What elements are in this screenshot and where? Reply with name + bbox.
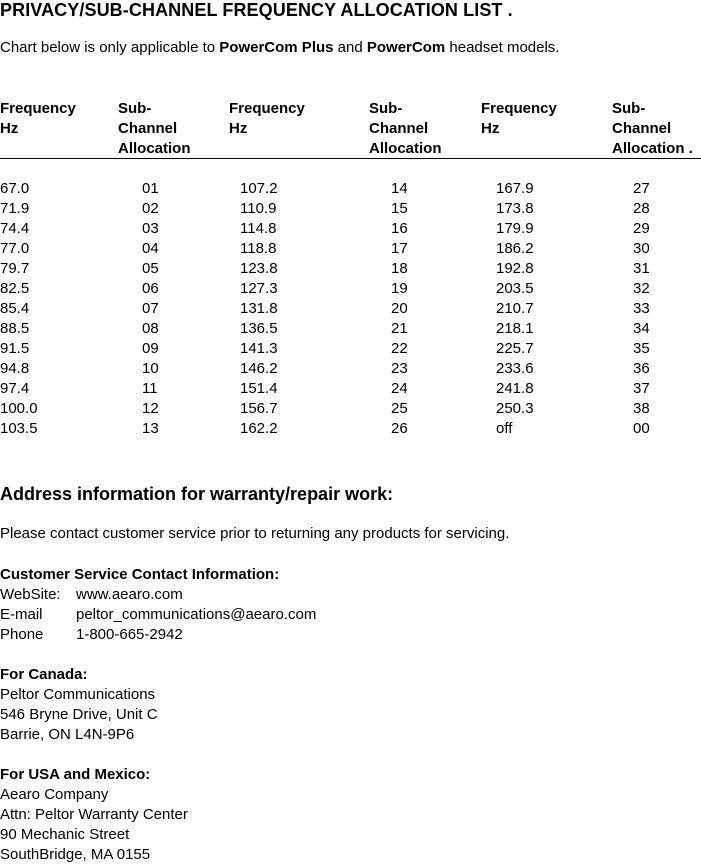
frequency-cell: 94.8 — [0, 360, 30, 377]
column-header: Sub- — [612, 100, 646, 117]
subchannel-cell: 25 — [391, 400, 408, 417]
intro-middle: and — [333, 39, 367, 56]
frequency-cell: 151.4 — [240, 380, 278, 397]
subchannel-cell: 28 — [633, 200, 650, 217]
canada-heading: For Canada: — [0, 666, 88, 683]
page-title: PRIVACY/SUB-CHANNEL FREQUENCY ALLOCATION LIST . — [0, 0, 513, 20]
subchannel-cell: 13 — [142, 420, 159, 437]
frequency-cell: 162.2 — [240, 420, 278, 437]
frequency-cell: 167.9 — [496, 180, 534, 197]
subchannel-cell: 38 — [633, 400, 650, 417]
subchannel-cell: 37 — [633, 380, 650, 397]
subchannel-cell: 32 — [633, 280, 650, 297]
frequency-cell: 97.4 — [0, 380, 30, 397]
subchannel-cell: 03 — [142, 220, 159, 237]
canada-address-line: 546 Bryne Drive, Unit C — [0, 706, 158, 723]
subchannel-cell: 36 — [633, 360, 650, 377]
frequency-cell: 88.5 — [0, 320, 30, 337]
subchannel-cell: 27 — [633, 180, 650, 197]
contact-heading: Customer Service Contact Information: — [0, 566, 280, 583]
contact-value: www.aearo.com — [76, 586, 183, 603]
frequency-cell: 91.5 — [0, 340, 30, 357]
column-header: Allocation — [118, 140, 191, 157]
column-header: Hz — [229, 120, 248, 137]
subchannel-cell: 08 — [142, 320, 159, 337]
subchannel-cell: 15 — [391, 200, 408, 217]
subchannel-cell: 05 — [142, 260, 159, 277]
subchannel-cell: 30 — [633, 240, 650, 257]
frequency-cell: 233.6 — [496, 360, 534, 377]
contact-label: E-mail — [0, 606, 43, 623]
frequency-cell: 186.2 — [496, 240, 534, 257]
frequency-cell: 100.0 — [0, 400, 38, 417]
frequency-cell: 146.2 — [240, 360, 278, 377]
column-header: Allocation . — [612, 140, 693, 157]
subchannel-cell: 33 — [633, 300, 650, 317]
contact-value: 1-800-665-2942 — [76, 626, 183, 643]
column-header: Sub- — [369, 100, 403, 117]
intro-text — [0, 39, 559, 56]
frequency-cell: 85.4 — [0, 300, 30, 317]
frequency-cell: 156.7 — [240, 400, 278, 417]
subchannel-cell: 14 — [391, 180, 408, 197]
subchannel-cell: 06 — [142, 280, 159, 297]
column-header: Frequency — [0, 100, 76, 117]
frequency-cell: 71.9 — [0, 200, 30, 217]
subchannel-cell: 12 — [142, 400, 159, 417]
frequency-cell: 218.1 — [496, 320, 534, 337]
column-header: Sub- — [118, 100, 152, 117]
model-powercom-plus: PowerCom Plus — [219, 39, 334, 56]
subchannel-cell: 01 — [142, 180, 159, 197]
frequency-cell: 136.5 — [240, 320, 278, 337]
frequency-cell: 127.3 — [240, 280, 278, 297]
frequency-cell: 192.8 — [496, 260, 534, 277]
frequency-cell: 225.7 — [496, 340, 534, 357]
subchannel-cell: 34 — [633, 320, 650, 337]
frequency-cell: 77.0 — [0, 240, 30, 257]
column-header: Frequency — [481, 100, 557, 117]
frequency-cell: 179.9 — [496, 220, 534, 237]
frequency-cell: 203.5 — [496, 280, 534, 297]
frequency-cell: 131.8 — [240, 300, 278, 317]
frequency-cell: 241.8 — [496, 380, 534, 397]
usa-address-line: SouthBridge, MA 0155 — [0, 846, 151, 863]
usa-address-line: Attn: Peltor Warranty Center — [0, 806, 188, 823]
contact-label: WebSite: — [0, 586, 61, 603]
frequency-cell: 123.8 — [240, 260, 278, 277]
frequency-cell: 110.9 — [240, 200, 277, 217]
frequency-cell: 173.8 — [496, 200, 534, 217]
usa-address-line: 90 Mechanic Street — [0, 826, 130, 843]
intro-prefix: Chart below is only applicable to — [0, 39, 220, 56]
subchannel-cell: 02 — [142, 200, 159, 217]
contact-value: peltor_communications@aearo.com — [76, 606, 317, 623]
column-header: Allocation — [369, 140, 442, 157]
subchannel-cell: 22 — [391, 340, 408, 357]
subchannel-cell: 20 — [391, 300, 408, 317]
frequency-cell: 210.7 — [496, 300, 534, 317]
model-powercom: PowerCom — [366, 39, 446, 56]
frequency-cell: 74.4 — [0, 220, 30, 237]
column-header: Frequency — [229, 100, 305, 117]
frequency-cell: off — [496, 420, 513, 437]
frequency-cell: 114.8 — [240, 220, 277, 237]
subchannel-cell: 29 — [633, 220, 650, 237]
frequency-cell: 118.8 — [240, 240, 277, 257]
frequency-cell: 141.3 — [240, 340, 278, 357]
canada-address-line: Peltor Communications — [0, 686, 156, 703]
frequency-cell: 107.2 — [240, 180, 278, 197]
frequency-cell: 82.5 — [0, 280, 30, 297]
subchannel-cell: 04 — [142, 240, 159, 257]
address-heading: Address information for warranty/repair work: — [0, 484, 394, 504]
service-note: Please contact customer service prior to returning any products for servicing. — [0, 525, 510, 542]
subchannel-cell: 17 — [391, 240, 408, 257]
subchannel-cell: 23 — [391, 360, 408, 377]
subchannel-cell: 00 — [633, 420, 650, 437]
subchannel-cell: 10 — [142, 360, 159, 377]
subchannel-cell: 31 — [633, 260, 650, 277]
canada-address-line: Barrie, ON L4N-9P6 — [0, 726, 135, 743]
frequency-cell: 103.5 — [0, 420, 38, 437]
contact-label: Phone — [0, 626, 44, 643]
column-header: Channel — [369, 120, 429, 137]
subchannel-cell: 11 — [142, 380, 158, 397]
subchannel-cell: 07 — [142, 300, 159, 317]
frequency-cell: 79.7 — [0, 260, 30, 277]
subchannel-cell: 24 — [391, 380, 408, 397]
subchannel-cell: 19 — [391, 280, 408, 297]
header-rule — [0, 158, 701, 159]
column-header: Hz — [481, 120, 500, 137]
usa-heading: For USA and Mexico: — [0, 766, 151, 783]
subchannel-cell: 18 — [391, 260, 408, 277]
column-header: Channel — [118, 120, 178, 137]
intro-suffix: headset models. — [445, 39, 560, 56]
subchannel-cell: 16 — [391, 220, 408, 237]
subchannel-cell: 35 — [633, 340, 650, 357]
column-header: Channel — [612, 120, 672, 137]
subchannel-cell: 09 — [142, 340, 159, 357]
frequency-cell: 67.0 — [0, 180, 30, 197]
usa-address-line: Aearo Company — [0, 786, 109, 803]
subchannel-cell: 26 — [391, 420, 408, 437]
frequency-cell: 250.3 — [496, 400, 534, 417]
column-header: Hz — [0, 120, 19, 137]
subchannel-cell: 21 — [391, 320, 408, 337]
